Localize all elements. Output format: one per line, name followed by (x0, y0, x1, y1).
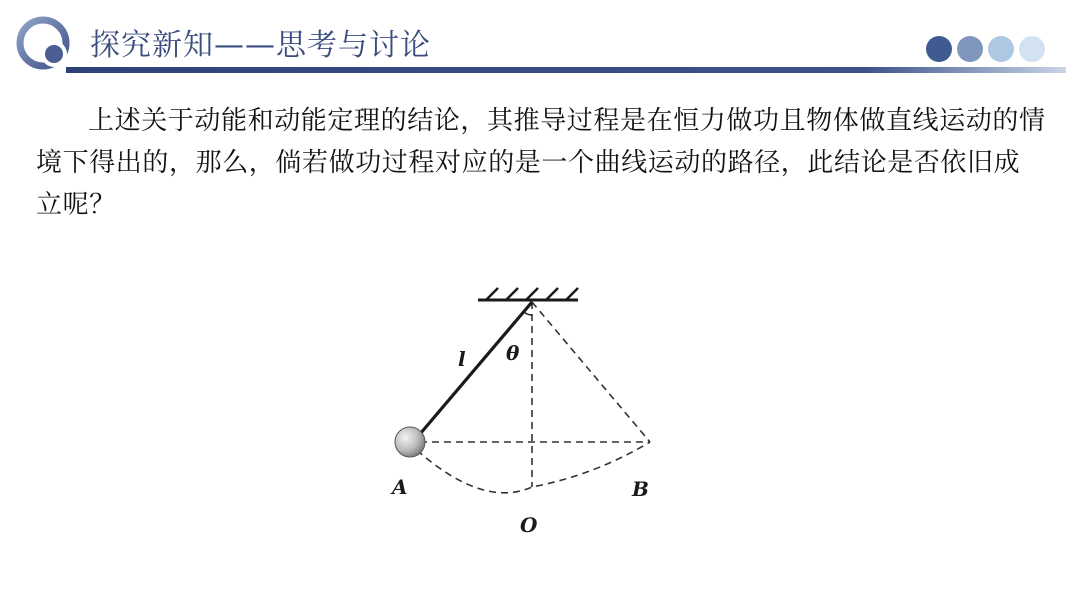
label-theta: θ (506, 341, 520, 365)
label-o: O (520, 513, 538, 537)
logo-ring-icon (14, 14, 72, 72)
pendulum-bob (395, 427, 425, 457)
string-to-b (532, 302, 650, 442)
angle-arc (524, 312, 532, 315)
question-paragraph: 上述关于动能和动能定理的结论，其推导过程是在恒力做功且物体做直线运动的情境下得出的，那么，倘若做功过程对应的是一个曲线运动的路径，此结论是否依旧成立呢？ (36, 106, 1046, 220)
swing-arc (408, 442, 650, 493)
page-title: 探究新知——思考与讨论 (90, 28, 431, 63)
label-l: l (458, 347, 466, 371)
decorative-dots-icon (924, 34, 1054, 64)
ceiling-hatching (486, 288, 578, 300)
dot-4 (1019, 36, 1045, 62)
label-a: A (392, 475, 408, 499)
label-b: B (632, 477, 649, 501)
dot-1 (926, 36, 952, 62)
dot-3 (988, 36, 1014, 62)
pendulum-diagram (380, 280, 680, 550)
dot-2 (957, 36, 983, 62)
title-underline (66, 66, 1066, 74)
pendulum-string (420, 302, 532, 434)
